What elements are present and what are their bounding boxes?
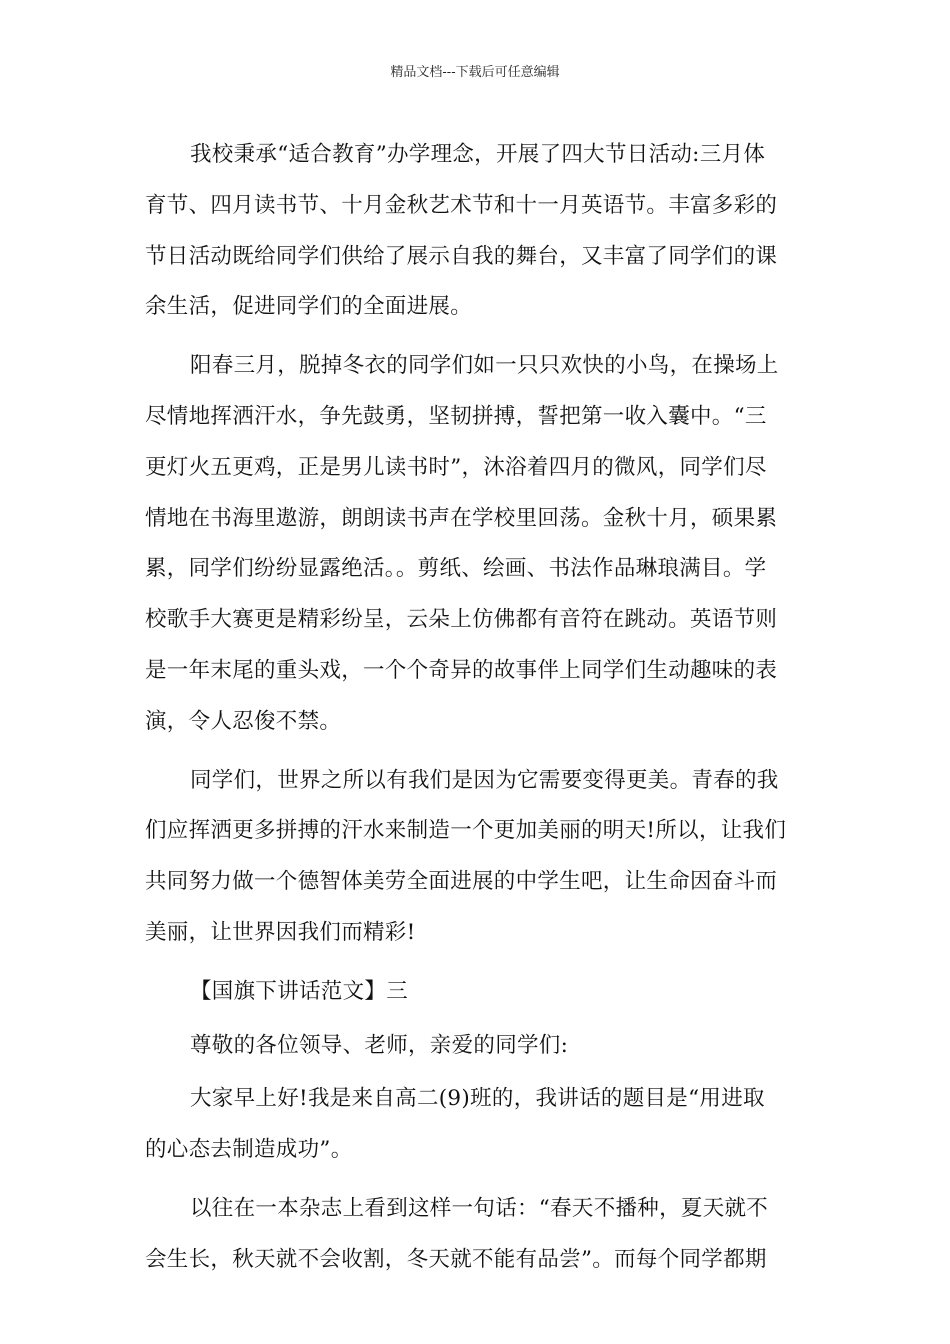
text-line: 育节、四月读书节、十月金秋艺术节和十一月英语节。丰富多彩的	[145, 192, 778, 218]
paragraph	[145, 756, 812, 959]
text-line: 【国旗下讲话范文】三	[190, 978, 409, 1004]
text-line: 阳春三月，脱掉冬衣的同学们如一只只欢快的小鸟，在操场上	[190, 353, 779, 379]
text-line: 尽情地挥洒汗水，争先鼓勇，坚韧拼搏，誓把第一收入囊中。“三	[145, 403, 767, 429]
paragraph	[145, 130, 812, 333]
text-line: 的心态去制造成功”。	[145, 1137, 353, 1163]
text-line: 是一年末尾的重头戏，一个个奇异的故事伴上同学们生动趣味的表	[145, 657, 778, 683]
document-body	[145, 130, 812, 1286]
text-line: 大家早上好!我是来自高二(9)班的，我讲话的题目是“用进取	[190, 1086, 765, 1112]
paragraph	[145, 1184, 812, 1286]
text-line: 以往在一本杂志上看到这样一句话：“春天不播种，夏天就不	[190, 1195, 769, 1221]
salutation	[145, 1021, 812, 1072]
text-line: 校歌手大赛更是精彩纷呈，云朵上仿佛都有音符在跳动。英语节则	[145, 607, 778, 633]
text-line: 同学们，世界之所以有我们是因为它需要变得更美。青春的我	[190, 767, 779, 793]
text-line: 会生长，秋天就不会收割，冬天就不能有品尝”。而每个同学都期	[145, 1246, 767, 1272]
text-line: 美丽，让世界因我们而精彩!	[145, 919, 416, 945]
paragraph	[145, 1074, 812, 1176]
text-line: 我校秉承“适合教育”办学理念，开展了四大节日活动:三月体	[190, 142, 766, 167]
paragraph	[145, 341, 812, 747]
section-heading	[145, 967, 812, 1018]
text-line: 们应挥洒更多拼搏的汗水来制造一个更加美丽的明天!所以，让我们	[145, 818, 787, 844]
text-line: 节日活动既给同学们供给了展示自我的舞台，又丰富了同学们的课	[145, 243, 778, 269]
text-line: 共同努力做一个德智体美劳全面进展的中学生吧，让生命因奋斗而	[145, 869, 778, 895]
text-line: 余生活，促进同学们的全面进展。	[145, 294, 473, 320]
text-line: 情地在书海里遨游，朗朗读书声在学校里回荡。金秋十月，硕果累	[145, 505, 778, 531]
text-line: 尊敬的各位领导、老师，亲爱的同学们:	[190, 1032, 569, 1058]
text-line: 更灯火五更鸡，正是男儿读书时”，沐浴着四月的微风，同学们尽	[145, 454, 767, 480]
text-line: 演，令人忍俊不禁。	[145, 708, 342, 734]
text-line: 累，同学们纷纷显露绝活。。剪纸、绘画、书法作品琳琅满目。学	[145, 556, 767, 582]
page-header: 精品文档---下载后可任意编辑	[390, 65, 560, 80]
